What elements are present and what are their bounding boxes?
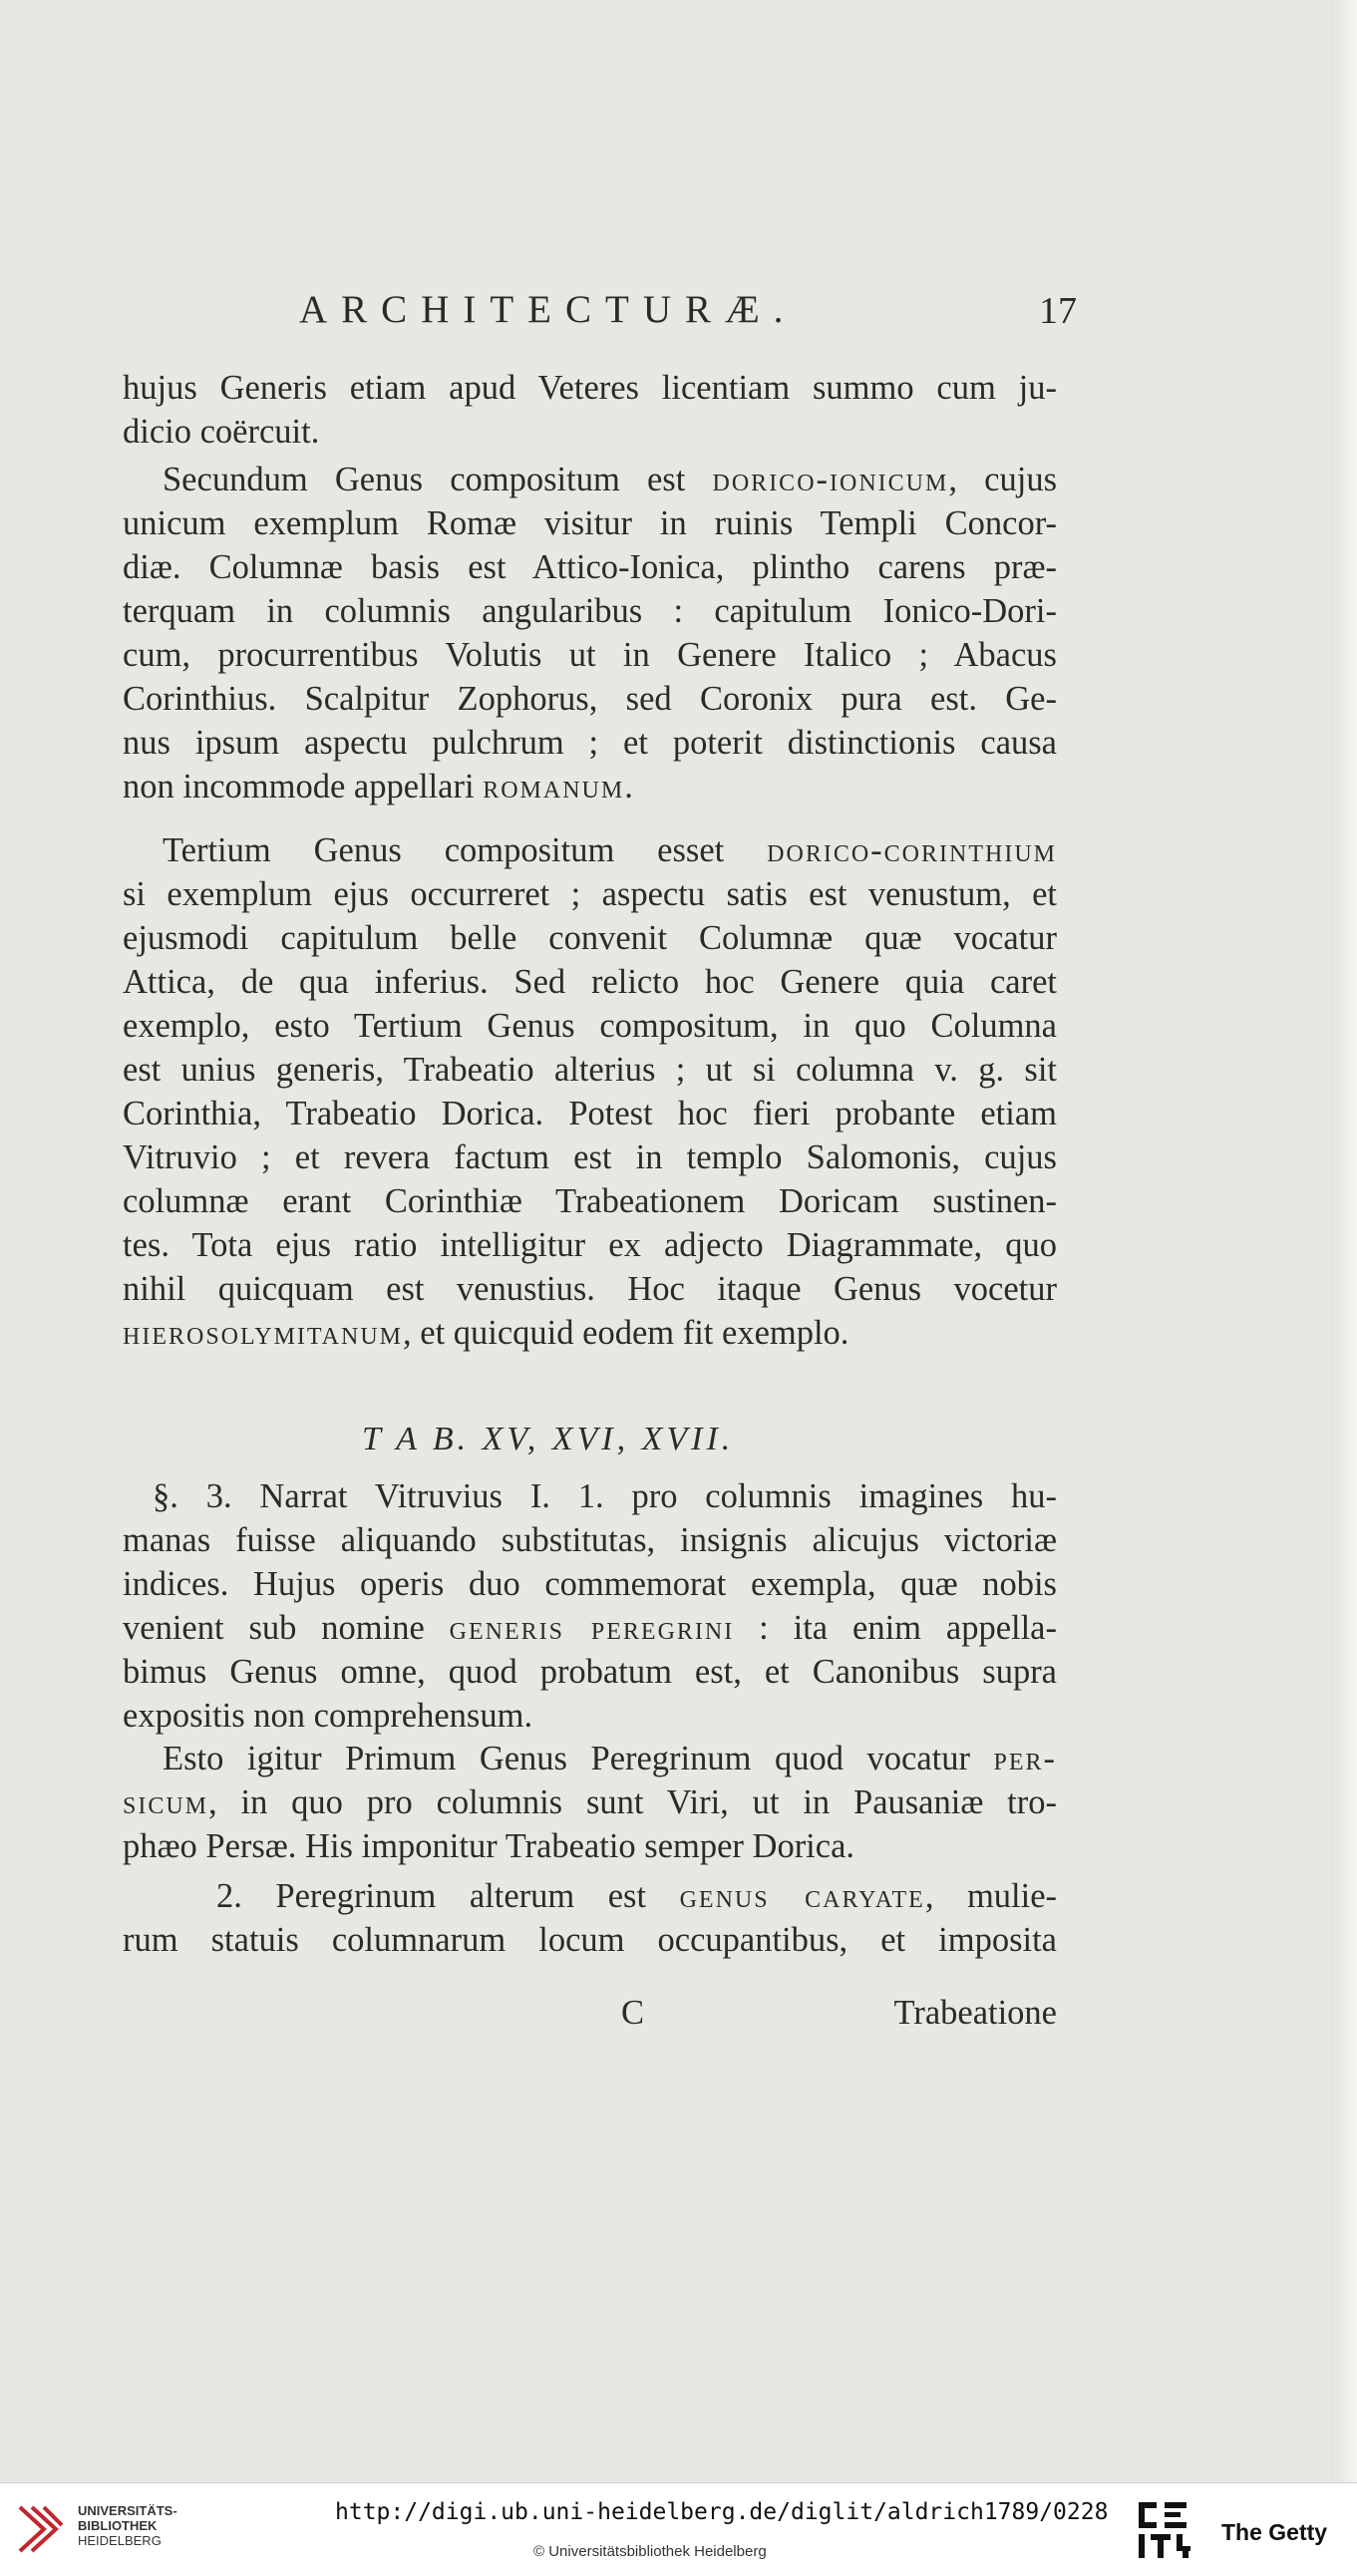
text-line: dicio coërcuit. xyxy=(123,413,320,451)
paragraph-4 xyxy=(123,1477,1057,1735)
text-line: exemplo, esto Tertium Genus compositum, in quo Columna xyxy=(123,1007,1057,1045)
text-line: est unius generis, Trabeatio alterius ; ut si columna v. g. sit xyxy=(123,1051,1057,1089)
text-line: phæo Persæ. His imponitur Trabeatio semper Dorica. xyxy=(123,1827,855,1865)
running-title: ARCHITECTURÆ. xyxy=(299,288,798,331)
text-line: sicum, in quo pro columnis sunt Viri, ut in Pausaniæ tro- xyxy=(123,1783,1057,1821)
text-line: §. 3. Narrat Vitruvius I. 1. pro columnis imagines hu- xyxy=(153,1477,1057,1515)
copyright-notice: © Universitätsbibliothek Heidelberg xyxy=(533,2543,767,2560)
small-caps-term: dorico-corinthium xyxy=(767,831,1057,869)
paragraph-3 xyxy=(123,831,1057,1370)
small-caps-term: genus caryate xyxy=(679,1877,925,1915)
text-line: Vitruvio ; et revera factum est in templo Salomonis, cujus xyxy=(123,1138,1057,1176)
text-line: bimus Genus omne, quod probatum est, et Canonibus supra xyxy=(123,1653,1057,1691)
small-caps-term: generis peregrini xyxy=(449,1609,735,1647)
catchword: Trabeatione xyxy=(893,1994,1057,2032)
text-line: terquam in columnis angularibus : capitulum Ionico-Dori- xyxy=(123,592,1057,630)
text-line: ejusmodi capitulum belle convenit Columnæ quæ vocatur xyxy=(123,919,1057,957)
text-line: nihil quicquam est venustius. Hoc itaque Genus vocetur xyxy=(123,1270,1057,1308)
text-line: cum, procurrentibus Volutis ut in Genere Italico ; Abacus xyxy=(123,636,1057,674)
text-line: Attica, de qua inferius. Sed relicto hoc Genere quia caret xyxy=(123,963,1057,1001)
page-number: 17 xyxy=(1039,290,1077,332)
plate-reference-heading: T A B. XV, XVI, XVII. xyxy=(362,1421,735,1457)
small-caps-term: romanum xyxy=(483,768,625,805)
footer-bar xyxy=(0,2482,1357,2576)
permalink-url[interactable]: http://digi.ub.uni-heidelberg.de/diglit/aldrich1789/0228 xyxy=(335,2499,1109,2525)
text-line: unicum exemplum Romæ visitur in ruinis Templi Concor- xyxy=(123,504,1057,542)
page-edge xyxy=(1331,0,1357,2482)
text-line: hierosolymitanum, et quicquid eodem fit exemplo. xyxy=(123,1314,849,1352)
text-line: tes. Tota ejus ratio intelligitur ex adjecto Diagrammate, quo xyxy=(123,1226,1057,1264)
text-line: expositis non comprehensum. xyxy=(123,1697,533,1735)
partner-name: The Getty xyxy=(1221,2519,1328,2545)
running-head xyxy=(299,287,1077,347)
small-caps-term: per- xyxy=(993,1740,1057,1777)
text-line: Corinthia, Trabeatio Dorica. Potest hoc fieri probante etiam xyxy=(123,1095,1057,1132)
text-line: columnæ erant Corinthiæ Trabeationem Doricam sustinen- xyxy=(123,1182,1057,1220)
paragraph-6 xyxy=(123,1877,1057,1967)
text-line: nus ipsum aspectu pulchrum ; et poterit distinctionis causa xyxy=(123,724,1057,762)
paragraph-5 xyxy=(123,1740,1057,1874)
small-caps-term: sicum xyxy=(123,1783,209,1821)
text-line: Corinthius. Scalpitur Zophorus, sed Coronix pura est. Ge- xyxy=(123,680,1057,718)
getty-logo-icon[interactable] xyxy=(1135,2498,1194,2562)
university-library-name: UNIVERSITÄTS- BIBLIOTHEK HEIDELBERG xyxy=(78,2503,177,2548)
text-line: 2. Peregrinum alterum est genus caryate, mulie- xyxy=(216,1877,1058,1915)
text-line: hujus Generis etiam apud Veteres licentiam summo cum ju- xyxy=(123,369,1057,407)
catchword-line xyxy=(123,1994,1057,2038)
text-line: venient sub nomine generis peregrini : ita enim appella- xyxy=(123,1609,1057,1647)
text-line: diæ. Columnæ basis est Attico-Ionica, plintho carens præ- xyxy=(123,548,1057,586)
signature-mark: C xyxy=(621,1994,645,2032)
university-library-logo-icon[interactable] xyxy=(14,2499,68,2559)
text-line: si exemplum ejus occurreret ; aspectu satis est venustum, et xyxy=(123,875,1057,913)
text-line: manas fuisse aliquando substitutas, insignis alicujus victoriæ xyxy=(123,1521,1057,1559)
text-line: Tertium Genus compositum esset dorico-corinthium xyxy=(163,831,1057,869)
paragraph-1 xyxy=(123,369,1057,459)
text-line: non incommode appellari romanum. xyxy=(123,768,633,805)
text-line: indices. Hujus operis duo commemorat exempla, quæ nobis xyxy=(123,1565,1057,1603)
text-line: Secundum Genus compositum est dorico-ionicum, cujus xyxy=(163,461,1057,498)
text-line: rum statuis columnarum locum occupantibus, et imposita xyxy=(123,1921,1057,1959)
text-line: Esto igitur Primum Genus Peregrinum quod vocatur per- xyxy=(163,1740,1057,1777)
small-caps-term: dorico-ionicum xyxy=(712,461,949,498)
paragraph-2 xyxy=(123,461,1057,819)
small-caps-term: hierosolymitanum xyxy=(123,1314,403,1352)
